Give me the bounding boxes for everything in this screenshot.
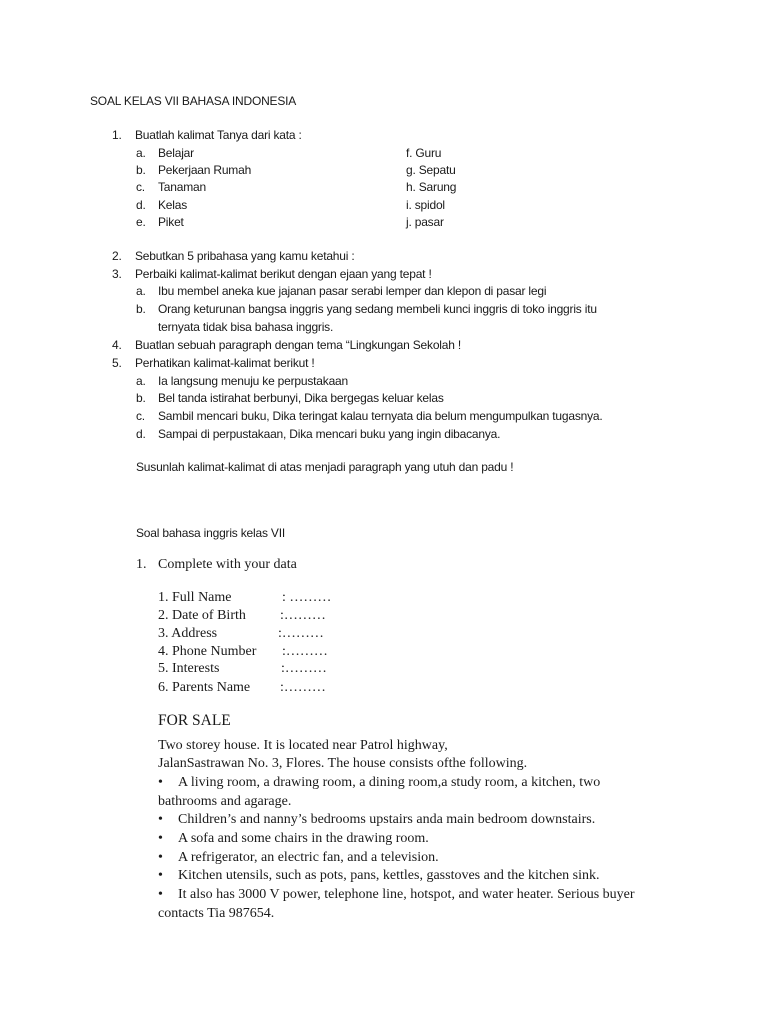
item-letter: e. (136, 215, 146, 229)
bullet-item (158, 831, 429, 847)
item-letter: b. (136, 163, 146, 177)
question-number: 1. (112, 128, 122, 142)
item-text: Kelas (158, 198, 188, 212)
list-item: j. pasar (406, 215, 444, 229)
form-field-blank: :……… (280, 608, 326, 623)
item-text: Orang keturunan bangsa inggris yang sedang membeli kunci inggris di toko inggris itu (158, 302, 597, 316)
form-field-blank: :……… (282, 644, 328, 659)
form-field-label: 4. Phone Number (158, 644, 257, 659)
question-text: Perhatikan kalimat-kalimat berikut ! (135, 356, 315, 370)
bullet-icon: • (158, 868, 163, 883)
form-field-label: 5. Interests (158, 661, 220, 676)
bullet-item (158, 887, 635, 903)
item-text: Belajar (158, 146, 194, 160)
bullet-icon: • (158, 812, 163, 827)
item-text: Sambil mencari buku, Dika teringat kalau ternyata dia belum mengumpulkan tugasnya. (158, 409, 603, 423)
item-letter: a. (136, 146, 146, 160)
item-text: Ibu membel aneka kue jajanan pasar serabi lemper dan klepon di pasar legi (158, 284, 547, 298)
question-text: Buatlan sebuah paragraph dengan tema “Lingkungan Sekolah ! (135, 338, 461, 352)
form-field-label: 6. Parents Name (158, 680, 251, 695)
list-item: h. Sarung (406, 180, 457, 194)
item-letter: b. (136, 302, 146, 316)
form-field-label: 2. Date of Birth (158, 608, 246, 623)
ad-text: JalanSastrawan No. 3, Flores. The house consists ofthe following. (158, 756, 528, 771)
bullet-text: A living room, a drawing room, a dining room,a study room, a kitchen, two (178, 775, 601, 790)
page-title: SOAL KELAS VII BAHASA INDONESIA (90, 94, 297, 108)
question-text: Sebutkan 5 pribahasa yang kamu ketahui : (135, 249, 355, 263)
item-text: Pekerjaan Rumah (158, 163, 252, 177)
ad-text: Two storey house. It is located near Patrol highway, (158, 738, 448, 753)
item-letter: c. (136, 409, 145, 423)
instruction-text: Susunlah kalimat-kalimat di atas menjadi paragraph yang utuh dan padu ! (136, 460, 514, 474)
bullet-text: Children’s and nanny’s bedrooms upstairs anda main bedroom downstairs. (178, 812, 596, 827)
bullet-item (158, 775, 600, 791)
item-text: Tanaman (158, 180, 206, 194)
bullet-item (158, 850, 439, 866)
bullet-item (158, 868, 600, 884)
item-letter: a. (136, 374, 146, 388)
question-number: 4. (112, 338, 122, 352)
item-text: Sampai di perpustakaan, Dika mencari buku yang ingin dibacanya. (158, 427, 501, 441)
section-title: Soal bahasa inggris kelas VII (136, 526, 285, 540)
bullet-text: Kitchen utensils, such as pots, pans, kettles, gasstoves and the kitchen sink. (178, 868, 600, 883)
form-field-label: 3. Address (158, 626, 218, 641)
question-number: 2. (112, 249, 122, 263)
bullet-icon: • (158, 887, 163, 902)
form-field-blank: :……… (281, 661, 327, 676)
question-1 (136, 557, 297, 573)
list-item: g. Sepatu (406, 163, 456, 177)
bullet-icon: • (158, 850, 163, 865)
form-field-blank: : ……… (282, 590, 332, 605)
bullet-continuation: bathrooms and agarage. (158, 794, 292, 809)
item-letter: a. (136, 284, 146, 298)
form-field-label: 1. Full Name (158, 590, 232, 605)
list-item: f. Guru (406, 146, 442, 160)
item-text: Ia langsung menuju ke perpustakaan (158, 374, 349, 388)
ad-heading: FOR SALE (158, 712, 231, 729)
list-item: i. spidol (406, 198, 445, 212)
bullet-icon: • (158, 831, 163, 846)
bullet-text: It also has 3000 V power, telephone line, hotspot, and water heater. Serious buyer (178, 887, 635, 902)
question-text: Complete with your data (158, 557, 297, 572)
item-text: ternyata tidak bisa bahasa inggris. (158, 320, 334, 334)
question-number: 3. (112, 267, 122, 281)
bullet-item (158, 812, 595, 828)
item-text: Bel tanda istirahat berbunyi, Dika bergegas keluar kelas (158, 391, 444, 405)
form-field-blank: :……… (278, 626, 324, 641)
item-letter: b. (136, 391, 146, 405)
bullet-continuation: contacts Tia 987654. (158, 906, 275, 921)
question-text: Buatlah kalimat Tanya dari kata : (135, 128, 302, 142)
bullet-text: A refrigerator, an electric fan, and a television. (178, 850, 439, 865)
question-number: 1. (136, 557, 147, 572)
item-letter: c. (136, 180, 145, 194)
item-letter: d. (136, 198, 146, 212)
question-text: Perbaiki kalimat-kalimat berikut dengan ejaan yang tepat ! (135, 267, 432, 281)
item-letter: d. (136, 427, 146, 441)
item-text: Piket (158, 215, 184, 229)
bullet-icon: • (158, 775, 163, 790)
bullet-text: A sofa and some chairs in the drawing room. (178, 831, 429, 846)
form-field-blank: :……… (280, 680, 326, 695)
question-number: 5. (112, 356, 122, 370)
